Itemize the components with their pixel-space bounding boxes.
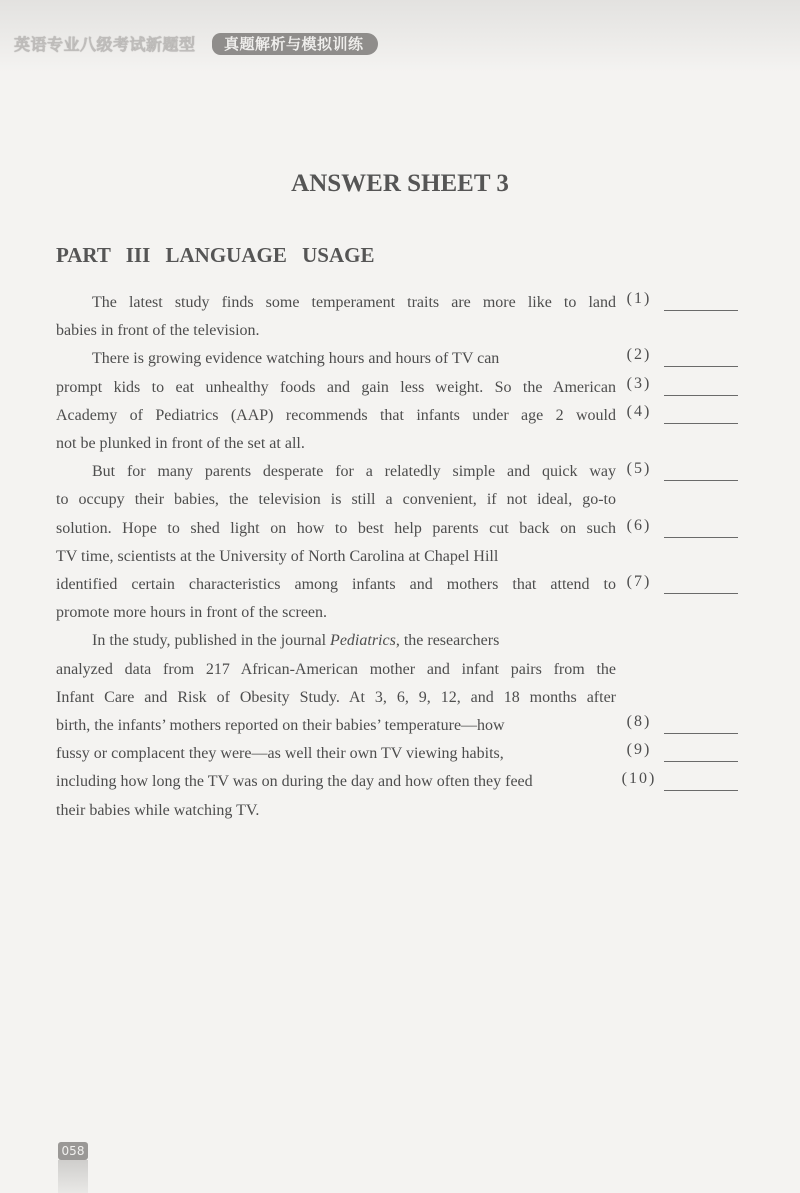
passage-line: birth, the infants’ mothers reported on their babies’ temperature—how <box>56 717 505 735</box>
answer-blank-6[interactable] <box>620 517 750 539</box>
answer-blank-7[interactable] <box>620 573 750 595</box>
passage-line: not be plunked in front of the set at all. <box>56 435 305 453</box>
paragraph-2 <box>56 345 616 458</box>
answer-number: (5) <box>626 460 652 477</box>
passage-line: identified certain characteristics among infants and mothers that attend to <box>56 576 616 594</box>
passage-line: Academy of Pediatrics (AAP) recommends that infants under age 2 would <box>56 406 616 424</box>
book-subtitle-badge: 真题解析与模拟训练 <box>212 33 378 55</box>
sheet-title: ANSWER SHEET 3 <box>291 170 509 197</box>
paragraph-1 <box>56 289 616 345</box>
page-tab-decoration <box>58 1160 88 1193</box>
answer-blank-5[interactable] <box>620 460 750 482</box>
passage-line: The latest study finds some temperament traits are more like to land <box>92 294 616 311</box>
part-title: PART III LANGUAGE USAGE <box>56 243 375 267</box>
answer-line[interactable] <box>664 366 738 367</box>
passage-line <box>56 627 616 655</box>
answer-number: (1) <box>626 290 652 307</box>
passage-line: analyzed data from 217 African-American mother and infant pairs from the <box>56 660 616 678</box>
passage-line: including how long the TV was on during the day and how often they feed <box>56 773 533 791</box>
answer-line[interactable] <box>664 790 738 791</box>
answer-blank-8[interactable] <box>620 713 750 735</box>
answer-blank-2[interactable] <box>620 346 750 368</box>
answer-number: (4) <box>626 403 652 420</box>
page-header <box>0 0 800 72</box>
paragraph-3 <box>56 458 616 627</box>
passage-text: , the researchers <box>395 632 500 650</box>
answer-blank-9[interactable] <box>620 741 750 763</box>
passage-line: solution. Hope to shed light on how to best help parents cut back on such <box>56 519 616 537</box>
passage-line: Infant Care and Risk of Obesity Study. At 3, 6, 9, 12, and 18 months after <box>56 688 616 706</box>
answer-blank-4[interactable] <box>620 403 750 425</box>
answer-line[interactable] <box>664 310 738 311</box>
passage-text: In the study, published in the journal <box>92 632 331 650</box>
answer-number: (10) <box>621 770 657 787</box>
answer-line[interactable] <box>664 537 738 538</box>
book-title: 英语专业八级考试新题型 <box>14 35 196 54</box>
answer-line[interactable] <box>664 395 738 396</box>
passage-line: TV time, scientists at the University of North Carolina at Chapel Hill <box>56 547 499 565</box>
passage-line: prompt kids to eat unhealthy foods and gain less weight. So the American <box>56 378 616 396</box>
passage-line: promote more hours in front of the screen. <box>56 604 328 622</box>
passage-line: fussy or complacent they were—as well their own TV viewing habits, <box>56 745 504 763</box>
answer-number: (3) <box>626 375 652 392</box>
page-number: 058 <box>58 1142 88 1160</box>
answer-blank-1[interactable] <box>620 290 750 312</box>
answer-line[interactable] <box>664 761 738 762</box>
answer-number: (2) <box>626 346 652 363</box>
passage-line: their babies while watching TV. <box>56 801 260 819</box>
answer-blank-10[interactable] <box>620 770 750 792</box>
passage-line: There is growing evidence watching hours and hours of TV can <box>92 350 500 368</box>
passage <box>56 289 616 825</box>
answer-number: (6) <box>626 517 652 534</box>
passage-line: babies in front of the television. <box>56 322 260 340</box>
journal-name: Pediatrics <box>330 632 396 650</box>
passage-line: to occupy their babies, the television is still a convenient, if not ideal, go-to <box>56 491 616 509</box>
answer-line[interactable] <box>664 733 738 734</box>
answer-number: (8) <box>626 713 652 730</box>
answer-line[interactable] <box>664 593 738 594</box>
answer-blank-3[interactable] <box>620 375 750 397</box>
answer-line[interactable] <box>664 480 738 481</box>
answer-line[interactable] <box>664 423 738 424</box>
answer-number: (7) <box>626 573 652 590</box>
answer-number: (9) <box>626 741 652 758</box>
paragraph-4 <box>56 627 616 824</box>
passage-line: But for many parents desperate for a relatedly simple and quick way <box>92 463 616 481</box>
